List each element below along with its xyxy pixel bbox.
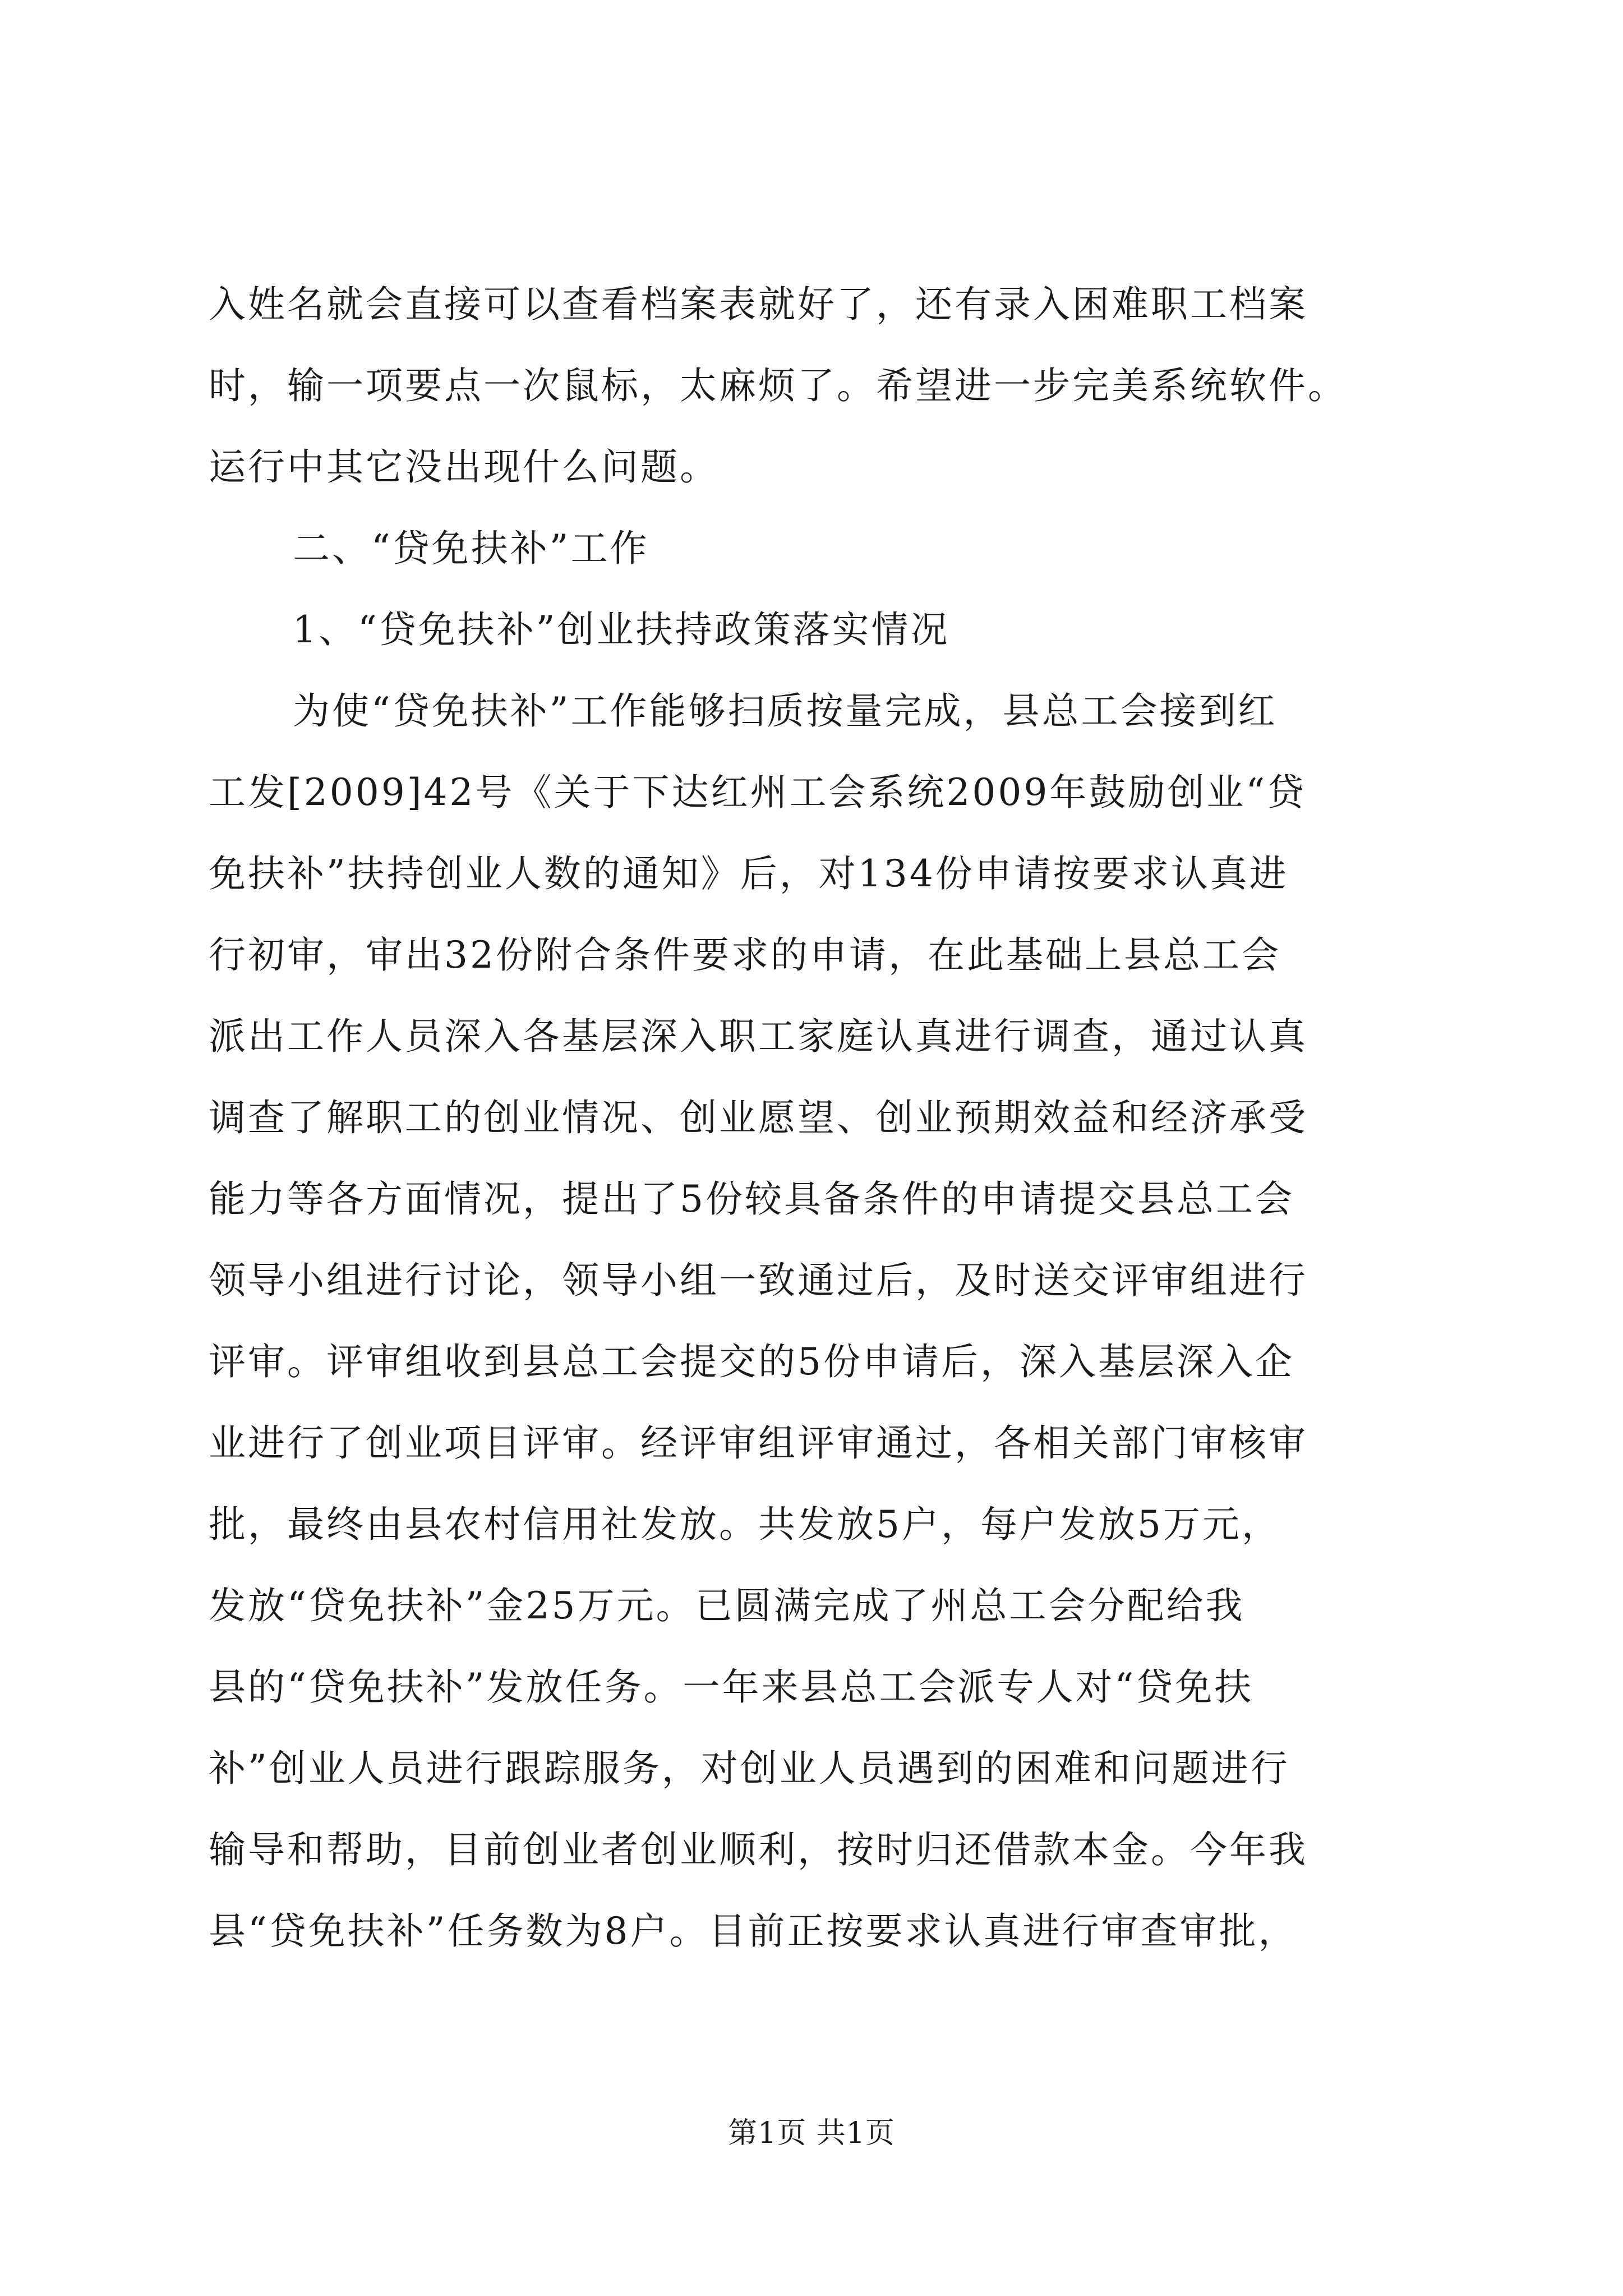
- text-line: 行初审，审出32份附合条件要求的申请，在此基础上县总工会: [209, 933, 1281, 977]
- text-line: 入姓名就会直接可以查看档案表就好了，还有录入困难职工档案: [209, 283, 1308, 326]
- text-line: 县“贷免扶补”任务数为8户。目前正按要求认真进行审查审批，: [209, 1910, 1298, 1953]
- text-line: 业进行了创业项目评审。经评审组评审通过，各相关部门审核审: [209, 1421, 1308, 1465]
- text-line: 能力等各方面情况，提出了5份较具备条件的申请提交县总工会: [209, 1177, 1294, 1221]
- text-line: 派出工作人员深入各基层深入职工家庭认真进行调查，通过认真: [209, 1015, 1308, 1058]
- text-line: 调查了解职工的创业情况、创业愿望、创业预期效益和经济承受: [209, 1096, 1308, 1139]
- page-footer: 第1页 共1页: [728, 2116, 895, 2150]
- text-line: 批，最终由县农村信用社发放。共发放5户，每户发放5万元，: [209, 1503, 1281, 1546]
- text-line: 免扶补”扶持创业人数的通知》后，对134份申请按要求认真进: [209, 852, 1289, 895]
- text-line: 输导和帮助，目前创业者创业顺利，按时归还借款本金。今年我: [209, 1828, 1308, 1871]
- text-line: 工发[2009]42号《关于下达红州工会系统2009年鼓励创业“贷: [209, 771, 1307, 814]
- text-line: 县的“贷免扶补”发放任务。一年来县总工会派专人对“贷免扶: [209, 1665, 1254, 1709]
- document-body: [209, 264, 1414, 1972]
- text-line: 运行中其它没出现什么问题。: [209, 445, 719, 489]
- text-line: 领导小组进行讨论，领导小组一致通过后，及时送交评审组进行: [209, 1259, 1308, 1302]
- text-line: 为使“贷免扶补”工作能够扫质按量完成，县总工会接到红: [293, 689, 1278, 733]
- text-line: 补”创业人员进行跟踪服务，对创业人员遇到的困难和问题进行: [209, 1747, 1290, 1790]
- text-line: 评审。评审组收到县总工会提交的5份申请后，深入基层深入企: [209, 1340, 1294, 1383]
- text-line: 时，输一项要点一次鼠标，太麻烦了。希望进一步完美系统软件。: [209, 364, 1347, 407]
- section-heading: 二、“贷免扶补”工作: [293, 527, 649, 570]
- subsection-heading: 1、“贷免扶补”创业扶持政策落实情况: [293, 608, 950, 651]
- text-line: 发放“贷免扶补”金25万元。已圆满完成了州总工会分配给我: [209, 1584, 1245, 1627]
